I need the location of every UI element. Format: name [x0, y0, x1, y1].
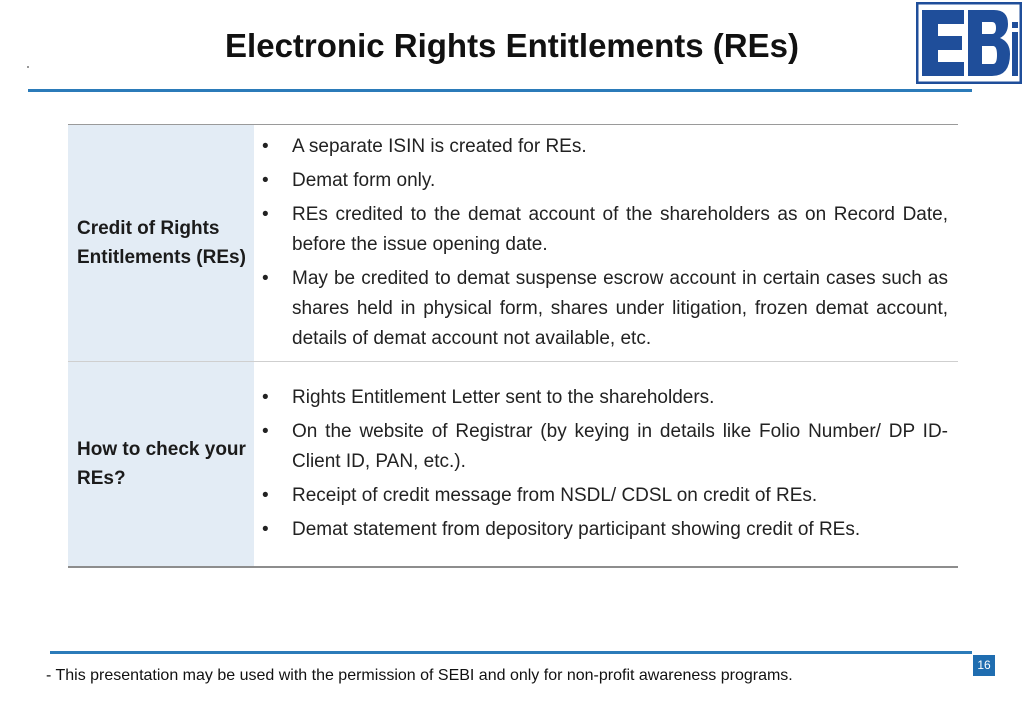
footer-rule: [50, 651, 972, 654]
slide-title: Electronic Rights Entitlements (REs): [225, 27, 799, 64]
page-number-badge: 16: [973, 655, 995, 676]
sebi-logo: [916, 2, 1022, 84]
bullet-item: • May be credited to demat suspense escrow account in certain cases such as shares held in physical form, shares under litigation, frozen demat account, details of demat account not available, etc.: [262, 268, 948, 349]
header-rule: [28, 89, 972, 92]
table-row: [68, 125, 958, 362]
row-content-cell: [254, 362, 958, 568]
bullet-list: [260, 383, 948, 545]
row-label: Credit of Rights Entitlements (REs): [77, 218, 246, 268]
table-row: [68, 362, 958, 568]
bullet-item: • A separate ISIN is created for REs.: [262, 136, 587, 157]
bullet-item: • REs credited to the demat account of the shareholders as on Record Date, before the issue opening date.: [262, 204, 948, 255]
bullet-list: [260, 132, 948, 354]
bullet-item: • On the website of Registrar (by keying in details like Folio Number/ DP ID-Client ID, PAN, etc.).: [262, 421, 948, 472]
re-info-table: [68, 124, 958, 568]
footer-note: - This presentation may be used with the permission of SEBI and only for non-profit awareness programs.: [46, 667, 793, 684]
decorative-dot: [27, 66, 29, 68]
bullet-item: • Rights Entitlement Letter sent to the shareholders.: [262, 387, 715, 408]
bullet-item: • Demat statement from depository participant showing credit of REs.: [262, 519, 861, 540]
row-content-cell: [254, 125, 958, 362]
bullet-item: • Demat form only.: [262, 170, 436, 191]
row-label: How to check your REs?: [77, 439, 246, 489]
bullet-item: • Receipt of credit message from NSDL/ CDSL on credit of REs.: [262, 485, 818, 506]
row-label-cell: [68, 125, 254, 362]
row-label-cell: [68, 362, 254, 568]
